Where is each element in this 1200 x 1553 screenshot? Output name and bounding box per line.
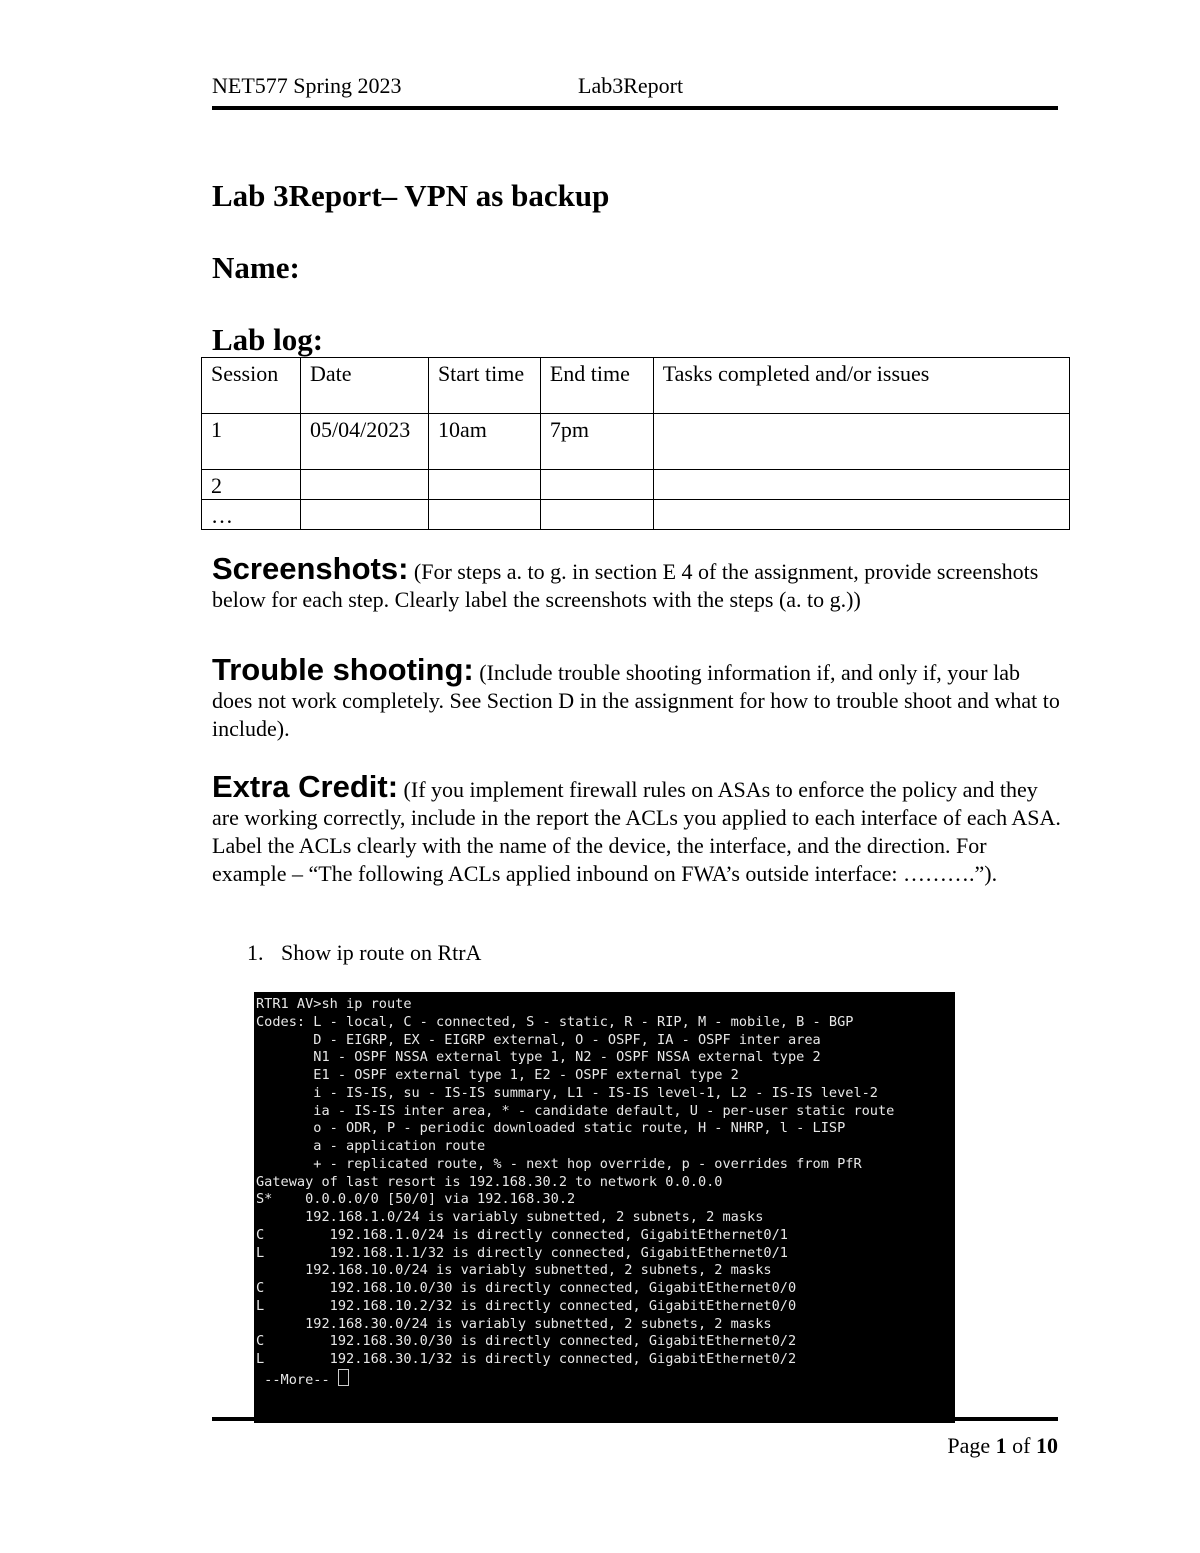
table-cell: 2 (202, 470, 301, 500)
lab-log-label: Lab log: (212, 322, 324, 357)
terminal-line: C 192.168.10.0/30 is directly connected, GigabitEthernet0/0 (256, 1280, 797, 1296)
terminal-line: 192.168.30.0/24 is variably subnetted, 2 subnets, 2 masks (256, 1315, 772, 1332)
page-total: 10 (1036, 1433, 1058, 1458)
terminal-line: ia - IS-IS inter area, * - candidate default, U - per-user static route (256, 1102, 895, 1119)
extra-credit-heading: Extra Credit: (212, 769, 399, 804)
terminal-line: S* 0.0.0.0/0 [50/0] via 192.168.30.2 (256, 1191, 576, 1208)
table-cell (653, 414, 1069, 470)
terminal-line: N1 - OSPF NSSA external type 1, N2 - OSPF NSSA external type 2 (256, 1049, 821, 1066)
page-current: 1 (995, 1433, 1007, 1458)
table-cell (428, 470, 540, 500)
table-cell (300, 500, 428, 530)
of-word: of (1006, 1433, 1036, 1458)
table-cell: 7pm (540, 414, 653, 470)
page-word: Page (947, 1433, 996, 1458)
troubleshooting-text: (Include trouble shooting information if, and only if, your lab does not work completely. See Section D in the assignment for how to trouble shoot and what to include). (212, 660, 1060, 741)
header-cell-end-time: End time (540, 358, 653, 414)
name-label: Name: (212, 250, 300, 285)
table-row (202, 470, 1070, 500)
page-number (947, 1433, 1058, 1459)
screenshots-text: (For steps a. to g. in section E 4 of the assignment, provide screenshots below for each step. Clearly label the screenshots with the steps (a. to g.)) (212, 559, 1039, 612)
table-row (202, 414, 1070, 470)
table-cell: 1 (202, 414, 301, 470)
list-item-text: Show ip route on RtrA (281, 940, 482, 965)
terminal-line: o - ODR, P - periodic downloaded static route, H - NHRP, l - LISP (256, 1120, 846, 1137)
header-cell-session: Session (202, 358, 301, 414)
list-item-number: 1. (247, 940, 264, 965)
table-cell: 05/04/2023 (300, 414, 428, 470)
table-cell (540, 500, 653, 530)
terminal-line: C 192.168.30.0/30 is directly connected, GigabitEthernet0/2 (256, 1333, 797, 1350)
terminal-line: + - replicated route, % - next hop override, p - overrides from PfR (256, 1155, 862, 1172)
table-cell (653, 500, 1069, 530)
cursor-icon (338, 1369, 349, 1386)
table-cell (540, 470, 653, 500)
terminal-line: L 192.168.1.1/32 is directly connected, GigabitEthernet0/1 (256, 1244, 788, 1261)
screenshots-section (212, 551, 1062, 614)
header-cell-date: Date (300, 358, 428, 414)
header-cell-start-time: Start time (428, 358, 540, 414)
terminal-line: C 192.168.1.0/24 is directly connected, GigabitEthernet0/1 (256, 1226, 788, 1243)
terminal-line: a - application route (256, 1138, 486, 1154)
table-row (202, 500, 1070, 530)
table-cell (428, 500, 540, 530)
terminal-screenshot (254, 992, 955, 1423)
terminal-line: Codes: L - local, C - connected, S - static, R - RIP, M - mobile, B - BGP (256, 1013, 854, 1030)
header-course: NET577 Spring 2023 (212, 73, 402, 98)
more-text: --More-- (256, 1371, 338, 1388)
terminal-line: D - EIGRP, EX - EIGRP external, O - OSPF, IA - OSPF inter area (256, 1031, 821, 1048)
page-footer (212, 1417, 1058, 1458)
terminal-line: 192.168.10.0/24 is variably subnetted, 2 subnets, 2 masks (256, 1262, 772, 1279)
terminal-line: Gateway of last resort is 192.168.30.2 to network 0.0.0.0 (256, 1173, 723, 1190)
table-cell: … (202, 500, 301, 530)
terminal-line: RTR1 AV>sh ip route (256, 996, 412, 1012)
terminal-line: E1 - OSPF external type 1, E2 - OSPF external type 2 (256, 1067, 739, 1083)
extra-credit-section (212, 769, 1062, 888)
terminal-line: L 192.168.30.1/32 is directly connected, GigabitEthernet0/2 (256, 1351, 797, 1367)
troubleshooting-section (212, 652, 1062, 743)
table-cell (653, 470, 1069, 500)
terminal-line: 192.168.1.0/24 is variably subnetted, 2 subnets, 2 masks (256, 1209, 764, 1225)
terminal-more-prompt (256, 1369, 955, 1390)
extra-credit-text: (If you implement firewall rules on ASAs to enforce the policy and they are working correctly, include in the report the ACLs you applied to each interface of each ASA. Label the ACLs clearly with the name of the device, the interface, and the direction. For example – “The following ACLs applied inbound on FWA’s outside interface: ……….”). (212, 777, 1061, 886)
table-cell (300, 470, 428, 500)
terminal-line: i - IS-IS, su - IS-IS summary, L1 - IS-IS level-1, L2 - IS-IS level-2 (256, 1084, 878, 1101)
table-header-row (202, 358, 1070, 414)
report-title: Lab 3Report– VPN as backup (212, 178, 610, 213)
troubleshooting-heading: Trouble shooting: (212, 652, 474, 687)
header-cell-tasks: Tasks completed and/or issues (653, 358, 1069, 414)
screenshots-heading: Screenshots: (212, 551, 409, 586)
page-header (212, 70, 1058, 110)
table-cell: 10am (428, 414, 540, 470)
list-item (247, 940, 481, 966)
lab-log-table (201, 357, 1070, 530)
terminal-line: L 192.168.10.2/32 is directly connected, GigabitEthernet0/0 (256, 1297, 797, 1314)
header-doc-name: Lab3Report (578, 73, 684, 98)
